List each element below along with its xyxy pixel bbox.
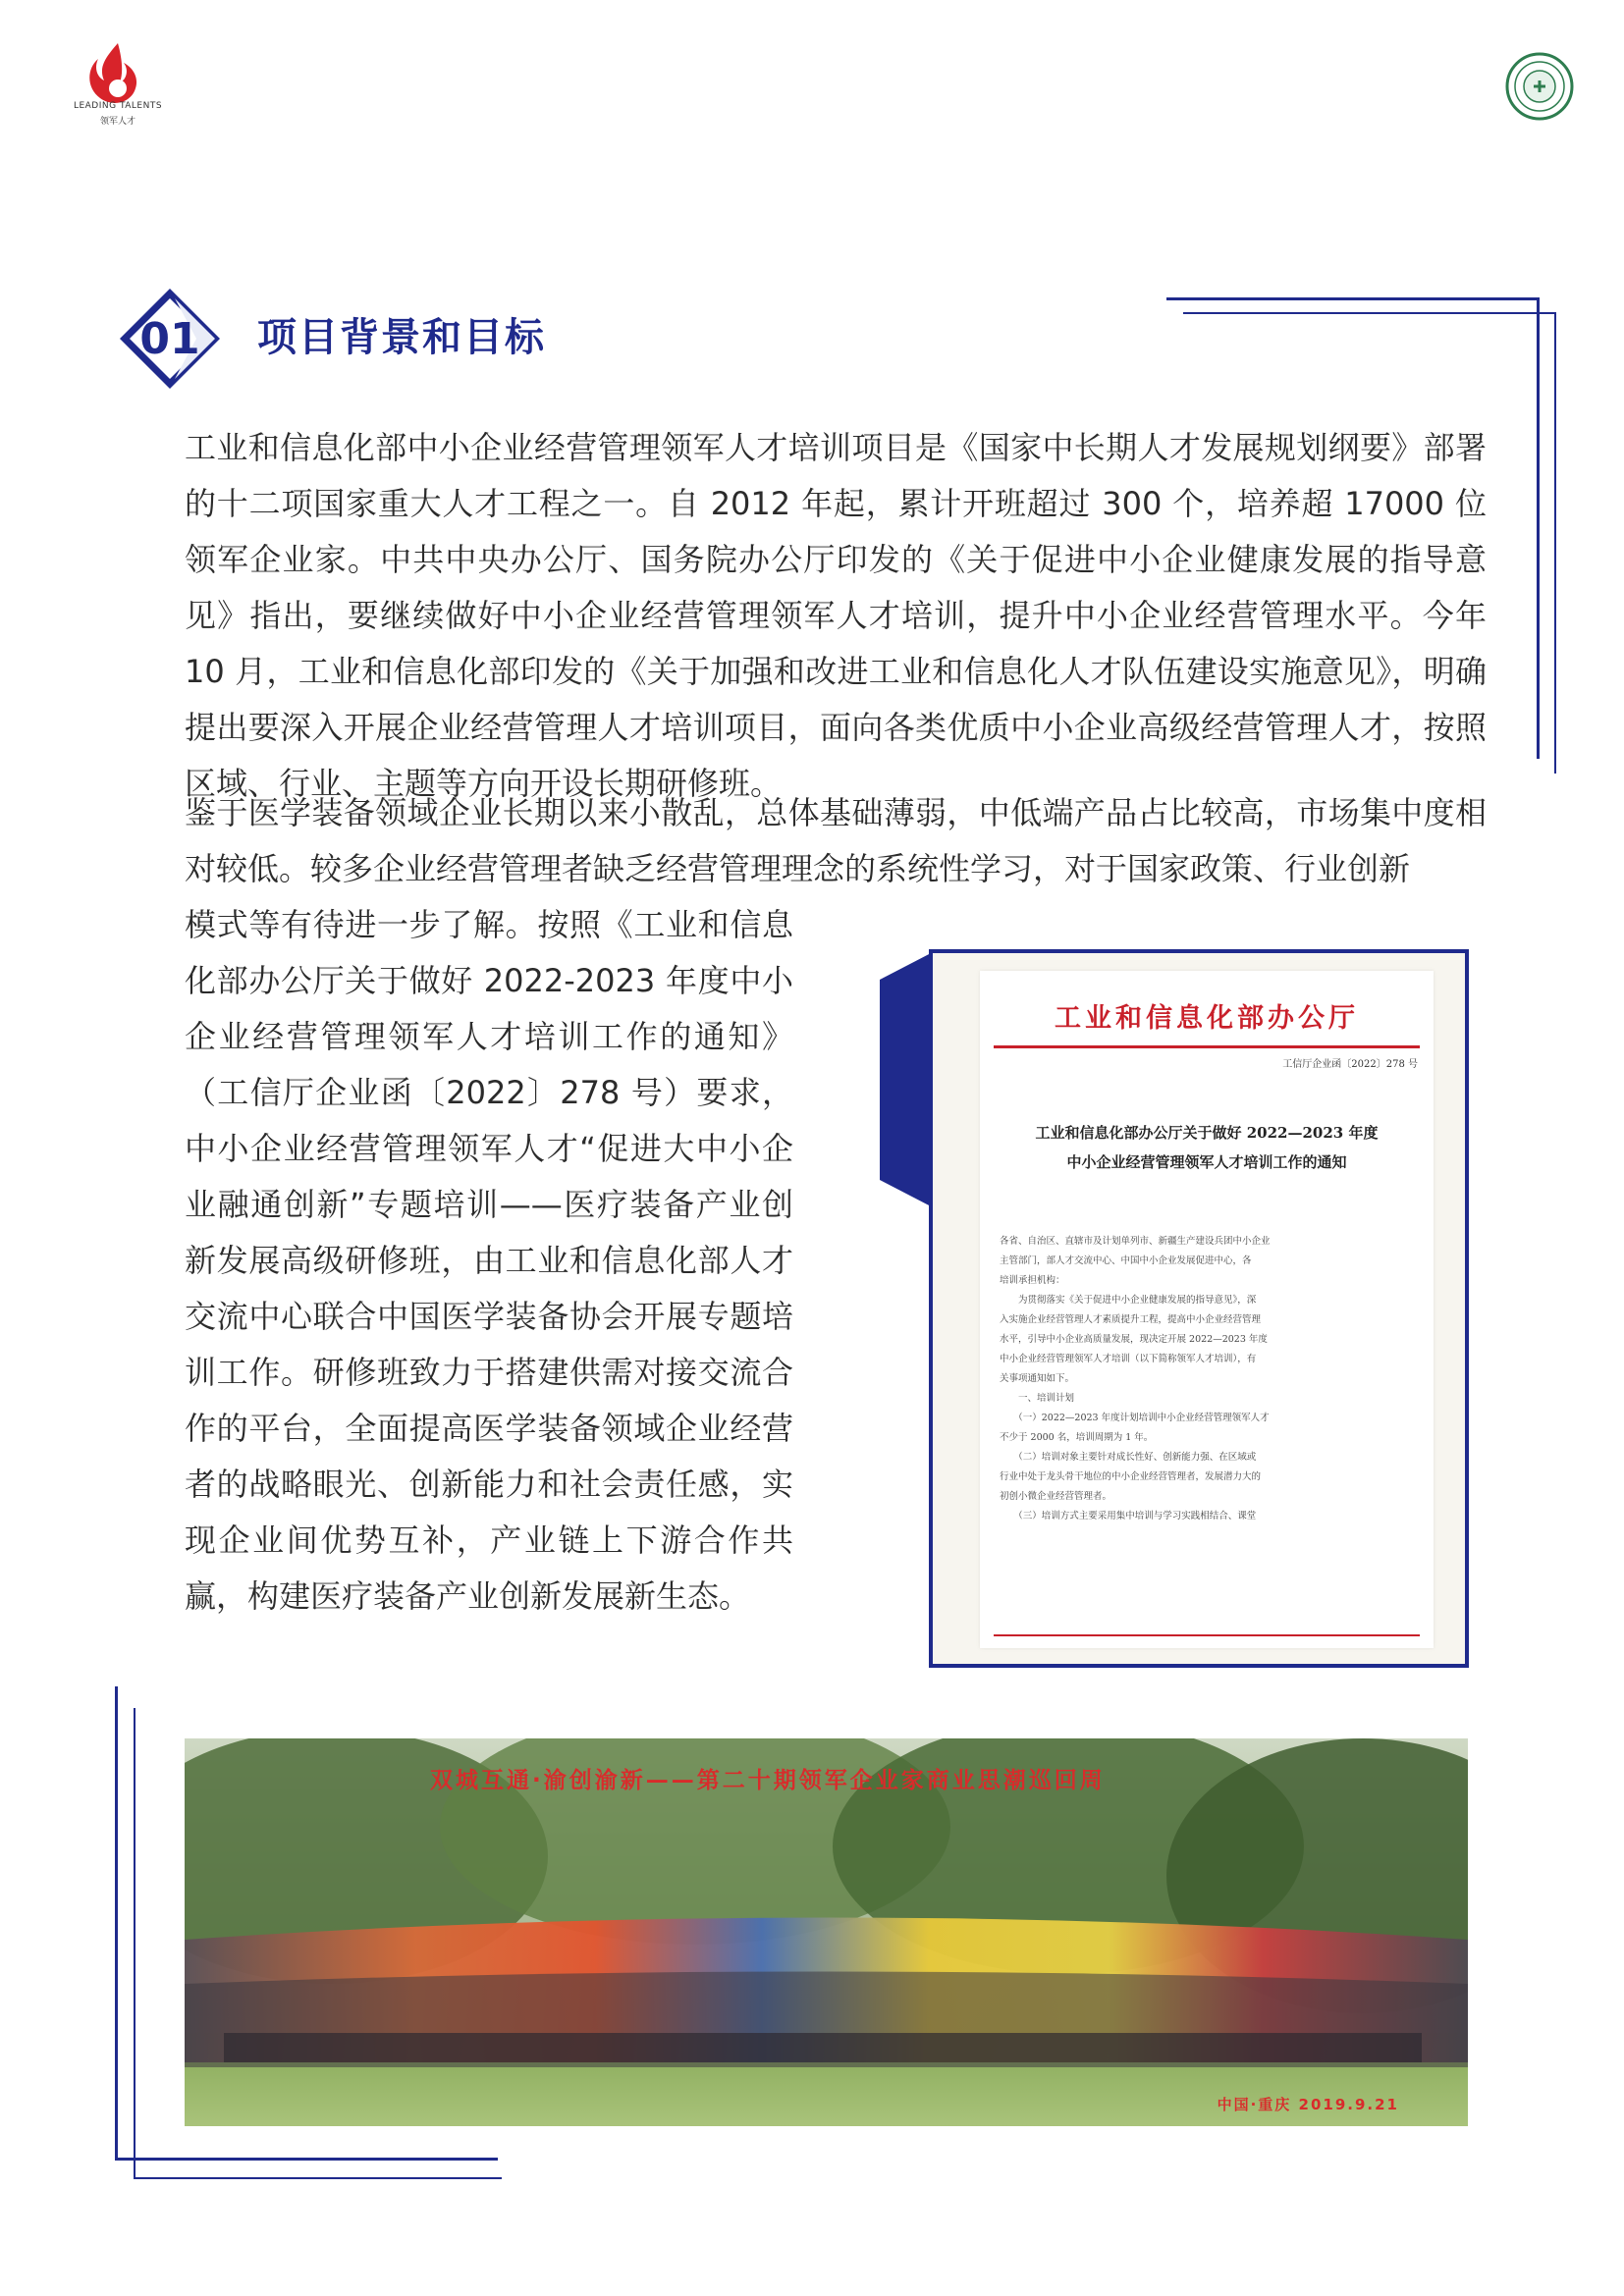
notice-body-line: （三）培训方式主要采用集中培训与学习实践相结合、课堂 [1000, 1511, 1257, 1522]
notice-number: 工信厅企业函〔2022〕278 号 [1282, 1059, 1418, 1070]
frame-bottom-line-2 [134, 2177, 502, 2179]
frame-left-line [115, 1686, 118, 2158]
paragraph-background: 工业和信息化部中小企业经营管理领军人才培训项目是《国家中长期人才发展规划纲要》部署的十二项国家重大人才工程之一。自 2012 年起，累计开班超过 300 个，培养超 17000 位领军企业家。中共中央办公厅、国务院办公厅印发的《关于促进中小企业健康发展的指导意见》指出，要继续做好中小企业经营管理领军人才培训，提升中小企业经营管理水平。今年 10 月，工业和信息化部印发的《关于加强和改进工业和信息化人才队伍建设实施意见》，明确提出要深入开展企业经营管理人才培训项目，面向各类优质中小企业高级经营管理人才，按照区域、行业、主题等方向开设长期研修班。 [185, 429, 1487, 802]
notice-document-page [980, 971, 1434, 1648]
document-arrow-decoration [880, 952, 933, 1207]
notice-body-line: 关事项通知如下。 [1000, 1373, 1075, 1384]
notice-body-line: 入实施企业经营管理人才素质提升工程，提高中小企业经营管理 [1000, 1314, 1262, 1325]
section-number-badge [116, 285, 224, 393]
notice-body-line: （二）培训对象主要针对成长性好、创新能力强、在区域或 [1000, 1452, 1257, 1463]
frame-right-line-2 [1554, 312, 1556, 774]
frame-top-line [1166, 297, 1540, 300]
section-number: 01 [139, 314, 200, 364]
photo-date: 中国·重庆 2019.9.21 [1217, 2096, 1399, 2113]
photo-banner: 双城互通·渝创渝新——第二十期领军企业家商业思潮巡回周 [430, 1768, 1106, 1793]
notice-body-line: 培训承担机构： [1000, 1275, 1065, 1286]
frame-top-line-2 [1183, 312, 1556, 314]
frame-right-line [1537, 297, 1540, 759]
medical-association-seal-icon [1504, 51, 1575, 122]
notice-body-line: （一）2022—2023 年度计划培训中小企业经营管理领军人才 [1000, 1413, 1270, 1423]
notice-bottom-red-line [994, 1634, 1420, 1636]
notice-body-line: 主管部门，部人才交流中心、中国中小企业发展促进中心，各 [1000, 1255, 1252, 1266]
notice-body-line: 不少于 2000 名，培训周期为 1 年。 [1000, 1432, 1154, 1443]
frame-left-line-2 [134, 1708, 135, 2179]
notice-document-image [929, 949, 1469, 1668]
notice-body-line: 各省、自治区、直辖市及计划单列市、新疆生产建设兵团中小企业 [1000, 1236, 1271, 1247]
paragraph-industry: 鉴于医学装备领域企业长期以来小散乱，总体基础薄弱，中低端产品占比较高，市场集中度相对较低。较多企业经营管理者缺乏经营管理理念的系统性学习，对于国家政策、行业创新 [185, 794, 1487, 887]
logo-subtitle-cn: 领军人才 [99, 117, 135, 127]
notice-body-line: 为贯彻落实《关于促进中小企业健康发展的指导意见》，深 [1000, 1295, 1257, 1306]
group-photo-scene [185, 1738, 1468, 2126]
frame-bottom-line [115, 2158, 498, 2161]
section-title: 项目背景和目标 [257, 315, 546, 360]
notice-body-line: 水平，引导中小企业高质量发展，现决定开展 2022—2023 年度 [1000, 1334, 1268, 1345]
notice-body-line: 行业中处于龙头骨干地位的中小企业经营管理者，发展潜力大的 [1000, 1471, 1262, 1482]
notice-body-line: 中小企业经营管理领军人才培训（以下简称领军人才培训），有 [1000, 1354, 1257, 1364]
notice-header: 工业和信息化部办公厅 [1055, 1003, 1359, 1034]
logo-subtitle-en: LEADING TALENTS [73, 101, 163, 111]
group-photo [185, 1738, 1468, 2126]
notice-body-line: 初创小微企业经营管理者。 [1000, 1491, 1112, 1502]
notice-title-line: 工业和信息化部办公厅关于做好 2022—2023 年度 [1035, 1124, 1379, 1142]
notice-title [1000, 1118, 1414, 1177]
notice-body-line: 一、培训计划 [1000, 1393, 1075, 1404]
notice-red-line [994, 1045, 1420, 1048]
paragraph-program: 模式等有待进一步了解。按照《工业和信息化部办公厅关于做好 2022-2023 年度中小企业经营管理领军人才培训工作的通知》（工信厅企业函〔2022〕278 号）要求，中小企业经营管理领军人才“促进大中小企业融通创新”专题培训——医疗装备产业创新发展高级研修班，由工业和信息化部人才交流中心联合中国医学装备协会开展专题培训工作。研修班致力于搭建供需对接交流合作的平台，全面提高医学装备领域企业经营者的战略眼光、创新能力和社会责任感，实现企业间优势互补，产业链上下游合作共赢，构建医疗装备产业创新发展新生态。 [185, 906, 793, 1615]
notice-title-line: 中小企业经营管理领军人才培训工作的通知 [1066, 1153, 1347, 1171]
notice-body [1000, 1232, 1414, 1526]
